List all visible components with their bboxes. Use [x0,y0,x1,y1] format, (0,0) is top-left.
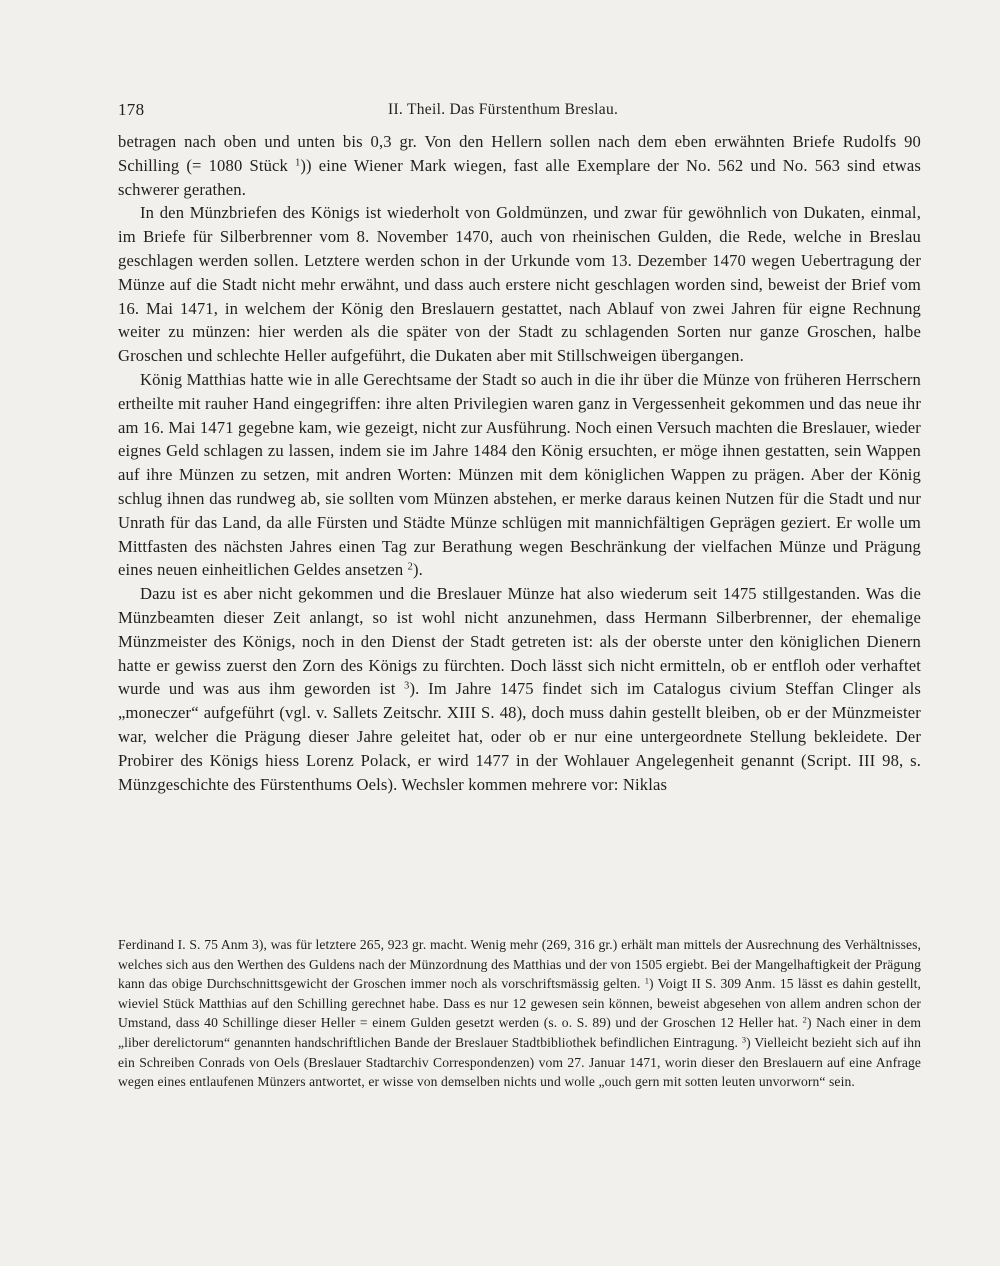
footnote-mark: 3 [741,1034,747,1045]
paragraph: Dazu ist es aber nicht gekommen und die Breslauer Münze hat also wiederum seit 1475 stillgestanden. Was die Münzbeamten dieser Zeit anlangt, so ist wohl nicht anzunehmen, dass Hermann Silberbrenner, der ehemalige Münzmeister des Königs, noch in den Dienst der Stadt getreten ist: als der oberste unter den königlichen Dienern hatte er gewiss zuerst den Zorn des Königs zu fürchten. Doch lässt sich nicht ermitteln, ob er entfloh oder verhaftet wurde und was aus ihm geworden ist $^3$). Im Jahre 1475 findet sich im Catalogus civium Steffan Clinger als „moneczer“ aufgeführt (vgl. v. Sallets Zeitschr. XIII S. 48), doch muss dahin gestellt bleiben, ob er der Münzmeister war, welcher die Prägung dieser Jahre geleitet hat, oder ob er nur eine untergeordnete Stellung bekleidete. Der Probirer des Königs hiess Lorenz Polack, er wird 1477 in der Wohlauer Angelegenheit genannt (Script. III 98, s. Münzgeschichte des Fürstenthums Oels). Wechsler kommen mehrere vor: Niklas [118,584,921,794]
page-number: 178 [118,100,145,119]
footnote-ref: 1 [295,157,301,169]
paragraph: In den Münzbriefen des Königs ist wiederholt von Goldmünzen, und zwar für gewöhnlich von Dukaten, einmal, im Briefe für Silberbrenner vom 8. November 1470, auch von rheinischen Gulden, die Rede, welche in Breslau geschlagen werden sollen. Letztere werden schon in der Urkunde vom 13. Dezember 1470 wegen Uebertragung der Münze auf die Stadt nicht mehr erwähnt, und dass auch erstere nicht geschlagen worden sind, beweist der Brief vom 16. Mai 1471, in welchem der König den Breslauern gestattet, nach Ablauf von zwei Jahren für eigne Rechnung weiter zu münzen: hier werden als die später von der Stadt zu schlagenden Sorten nur ganze Groschen, halbe Groschen und schlechte Heller aufgeführt, die Dukaten aber mit Stillschweigen übergangen. [118,203,921,366]
page-header [118,100,920,120]
footnote-ref: 2 [407,561,413,573]
footnote-ref: 3 [404,680,410,692]
footnote-mark: 1 [644,975,650,986]
footnote-mark: 2 [802,1014,807,1025]
paragraph: König Matthias hatte wie in alle Gerechtsame der Stadt so auch in die ihr über die Münze von früheren Herrschern ertheilte mit rauher Hand eingegriffen: ihre alten Privilegien waren ganz in Vergessenheit gekommen und das neue ihr am 16. Mai 1471 gegebne kam, wie gezeigt, nicht zur Ausführung. Noch einen Versuch machten die Breslauer, wieder eignes Geld schlagen zu lassen, indem sie im Jahre 1484 den König ersuchten, er möge ihnen gestatten, sein Wappen auf ihre Münzen zu setzen, mit andren Worten: Münzen mit dem königlichen Wappen zu prägen. Aber der König schlug ihnen das rundweg ab, sie sollten vom Münzen abstehen, er merke daraus keinen Nutzen für die Stadt und nur Unrath für das Land, da alle Fürsten und Städte Münze schlügen mit mannichfältigen Geprägen geziert. Er wolle um Mittfasten des nächsten Jahres einen Tag zur Berathung wegen Beschränkung der vielfachen Münze und Prägung eines neuen einheitlichen Geldes ansetzen $^2$). [118,369,921,580]
footnotes [118,935,921,1092]
running-title: II. Theil. Das Fürstenthum Breslau. [388,101,619,118]
footnote-text: Ferdinand I. S. 75 Anm 3), was für letztere 265, 923 gr. macht. Wenig mehr (269, 316 gr.) erhält man mittels der Ausrechnung des Verhältnisses, welches sich aus den Werthen des Guldens nach der Münzordnung des Matthias und der von 1505 ergiebt. Bei der Mangelhaftigkeit der Prägung kann das obige Durchschnittsgewicht der Groschen immer noch als vorschriftsmässig gelten. $^1$) Voigt II S. 309 Anm. 15 lässt es dahin gestellt, wieviel Stück Matthias auf den Schilling gerechnet habe. Dass es nur 12 gewesen sein können, beweist abgesehen von allem andren schon der Umstand, dass 40 Schillinge dieser Heller = einem Gulden gesetzt werden (s. o. S. 89) und der Groschen 12 Heller hat. $^2$) Nach einer in dem „liber derelictorum“ genannten handschriftlichen Bande der Breslauer Stadtbibliothek befindlichen Eintragung. $^3$) Vielleicht bezieht sich auf ihn ein Schreiben Conrads von Oels (Breslauer Stadtarchiv Correspondenzen) vom 27. Januar 1471, worin dieser den Breslauern auf eine Anfrage wegen eines entlaufenen Münzers antwortet, er wisse von demselben nichts und wolle „ouch gern mit sotten leuten unvorworn“ sein. [118,937,921,1090]
main-text [118,130,921,796]
paragraph: betragen nach oben und unten bis 0,3 gr. Von den Hellern sollen nach dem eben erwähnten Briefe Rudolfs 90 Schilling (= 1080 Stück $^1$)) eine Wiener Mark wiegen, fast alle Exemplare der No. 562 und No. 563 sind etwas schwerer gerathen. [118,132,921,199]
